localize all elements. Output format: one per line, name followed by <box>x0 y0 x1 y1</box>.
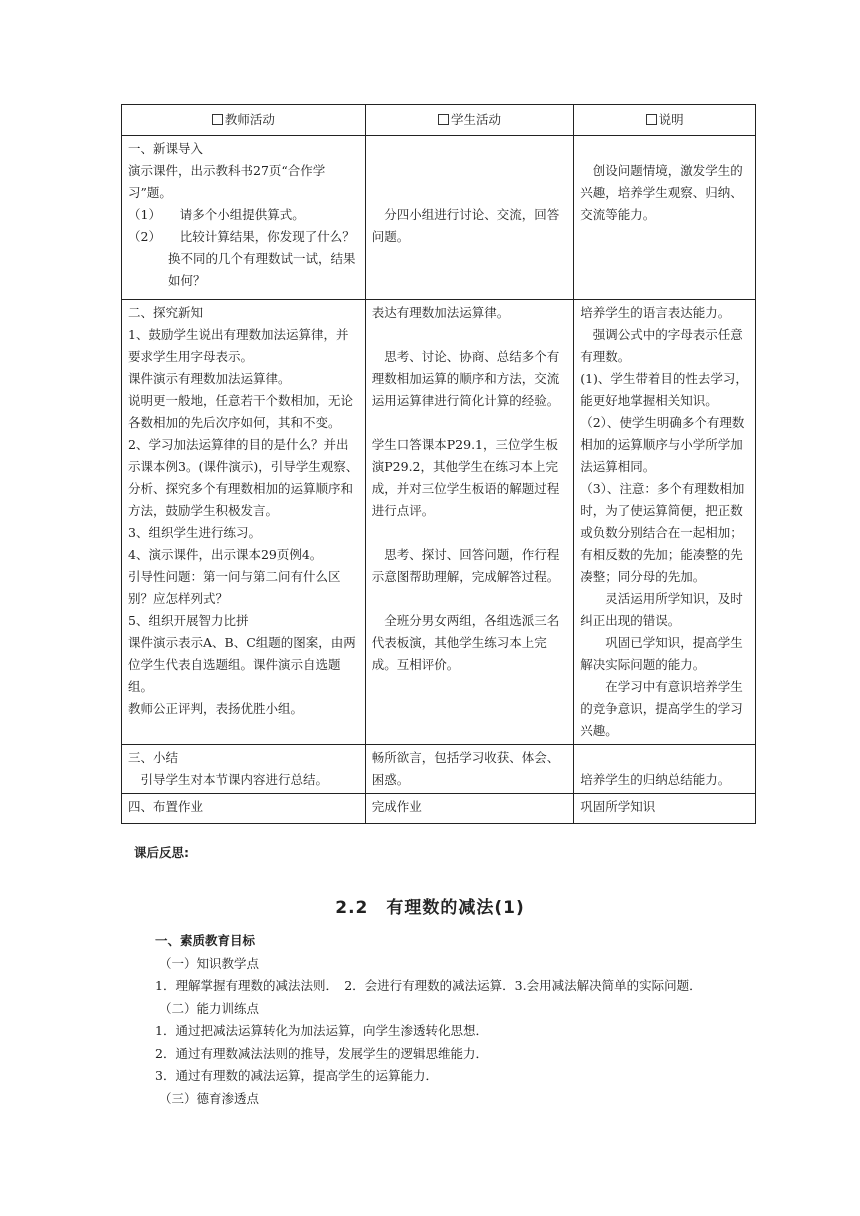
section-title: 2.2 有理数的减法(1) <box>335 898 525 918</box>
teacher-cell: 三、小结 引导学生对本节课内容进行总结。 <box>122 745 366 794</box>
moral-heading: （三）德育渗透点 <box>159 1090 260 1106</box>
ability-item: 1．通过把减法运算转化为加法运算，向学生渗透转化思想． <box>155 1023 488 1038</box>
reflection-label: 课后反思: <box>134 845 189 860</box>
student-cell: 表达有理数加法运算律。 思考、讨论、协商、总结多个有理数相加运算的顺序和方法，交流运用运算律进行简化计算的经验。 学生口答课本P29.1，三位学生板演P29.2，其他学生在练习本上完成，并对三位学生板语的解题过程进行点评。 思考、探讨、回答问题，作行程示意图帮助理解，完成解答过程。 全班分男女两组，各组选派三名代表板演，其他学生练习本上完成。互相评价。 <box>365 300 573 745</box>
student-cell: 完成作业 <box>365 794 573 824</box>
teacher-cell: 四、布置作业 <box>122 794 366 824</box>
ability-item: 2．通过有理数减法法则的推导，发展学生的逻辑思维能力． <box>155 1045 488 1061</box>
table-row <box>122 136 756 300</box>
lesson-plan-table <box>121 104 756 824</box>
note-cell: 创设问题情境，激发学生的兴趣，培养学生观察、归纳、交流等能力。 <box>574 136 756 300</box>
teacher-cell: 一、新课导入 演示课件，出示教科书27页“合作学习”题。 （1） 请多个小组提供算式。 （2） 比较计算结果，你发现了什么？换不同的几个有理数试一试，结果如何？ <box>122 136 366 300</box>
knowledge-heading: （一）知识教学点 <box>159 955 260 971</box>
goals-heading: 一、素质教育目标 <box>155 933 256 948</box>
table-header-row <box>122 105 756 136</box>
note-cell: 培养学生的归纳总结能力。 <box>574 745 756 794</box>
student-cell: 分四小组进行讨论、交流，回答问题。 <box>365 136 573 300</box>
table-row <box>122 300 756 745</box>
table-row <box>122 745 756 794</box>
ability-item: 3．通过有理数的减法运算，提高学生的运算能力． <box>155 1068 438 1083</box>
note-cell: 培养学生的语言表达能力。 强调公式中的字母表示任意有理数。 (1)、学生带着目的性去学习，能更好地掌握相关知识。 （2）、使学生明确多个有理数相加的运算顺序与小学所学加法运算相同。 （3）、注意：多个有理数相加时，为了使运算简便，把正数或负数分别结合在一起相加；有相反数的先加；能凑整的先凑整；同分母的先加。 灵活运用所学知识，及时纠正出现的错误。 巩固已学知识，提高学生解决实际问题的能力。 在学习中有意识培养学生的竞争意识，提高学生的学习兴趣。 <box>574 300 756 745</box>
knowledge-text: 1．理解掌握有理数的减法法则． 2．会进行有理数的减法运算．3.会用减法解决简单的实际问题． <box>155 978 702 993</box>
note-cell: 巩固所学知识 <box>574 794 756 824</box>
goals-section <box>155 930 795 1110</box>
teacher-cell: 二、探究新知 1、鼓励学生说出有理数加法运算律，并要求学生用字母表示。 课件演示有理数加法运算律。 说明更一般地，任意若干个数相加，无论各数相加的先后次序如何，其和不变。 2、学习加法运算律的目的是什么？并出示课本例3。(课件演示)，引导学生观察、分析、探究多个有理数相加的运算顺序和方法，鼓励学生积极发言。 3、组织学生进行练习。 4、演示课件，出示课本29页例4。 引导性问题：第一问与第二问有什么区别？应怎样列式？ 5、组织开展智力比拼 课件演示表示A、B、C组题的图案，由两位学生代表自选题组。课件演示自选题组。 教师公正评判，表扬优胜小组。 <box>122 300 366 745</box>
ability-heading: （二）能力训练点 <box>159 1000 260 1016</box>
header-note: 说明 <box>574 105 756 136</box>
header-student: 学生活动 <box>365 105 573 136</box>
checkbox-icon <box>212 114 223 125</box>
header-teacher: 教师活动 <box>122 105 366 136</box>
checkbox-icon <box>646 114 657 125</box>
checkbox-icon <box>438 114 449 125</box>
student-cell: 畅所欲言，包括学习收获、体会、困惑。 <box>365 745 573 794</box>
table-row <box>122 794 756 824</box>
